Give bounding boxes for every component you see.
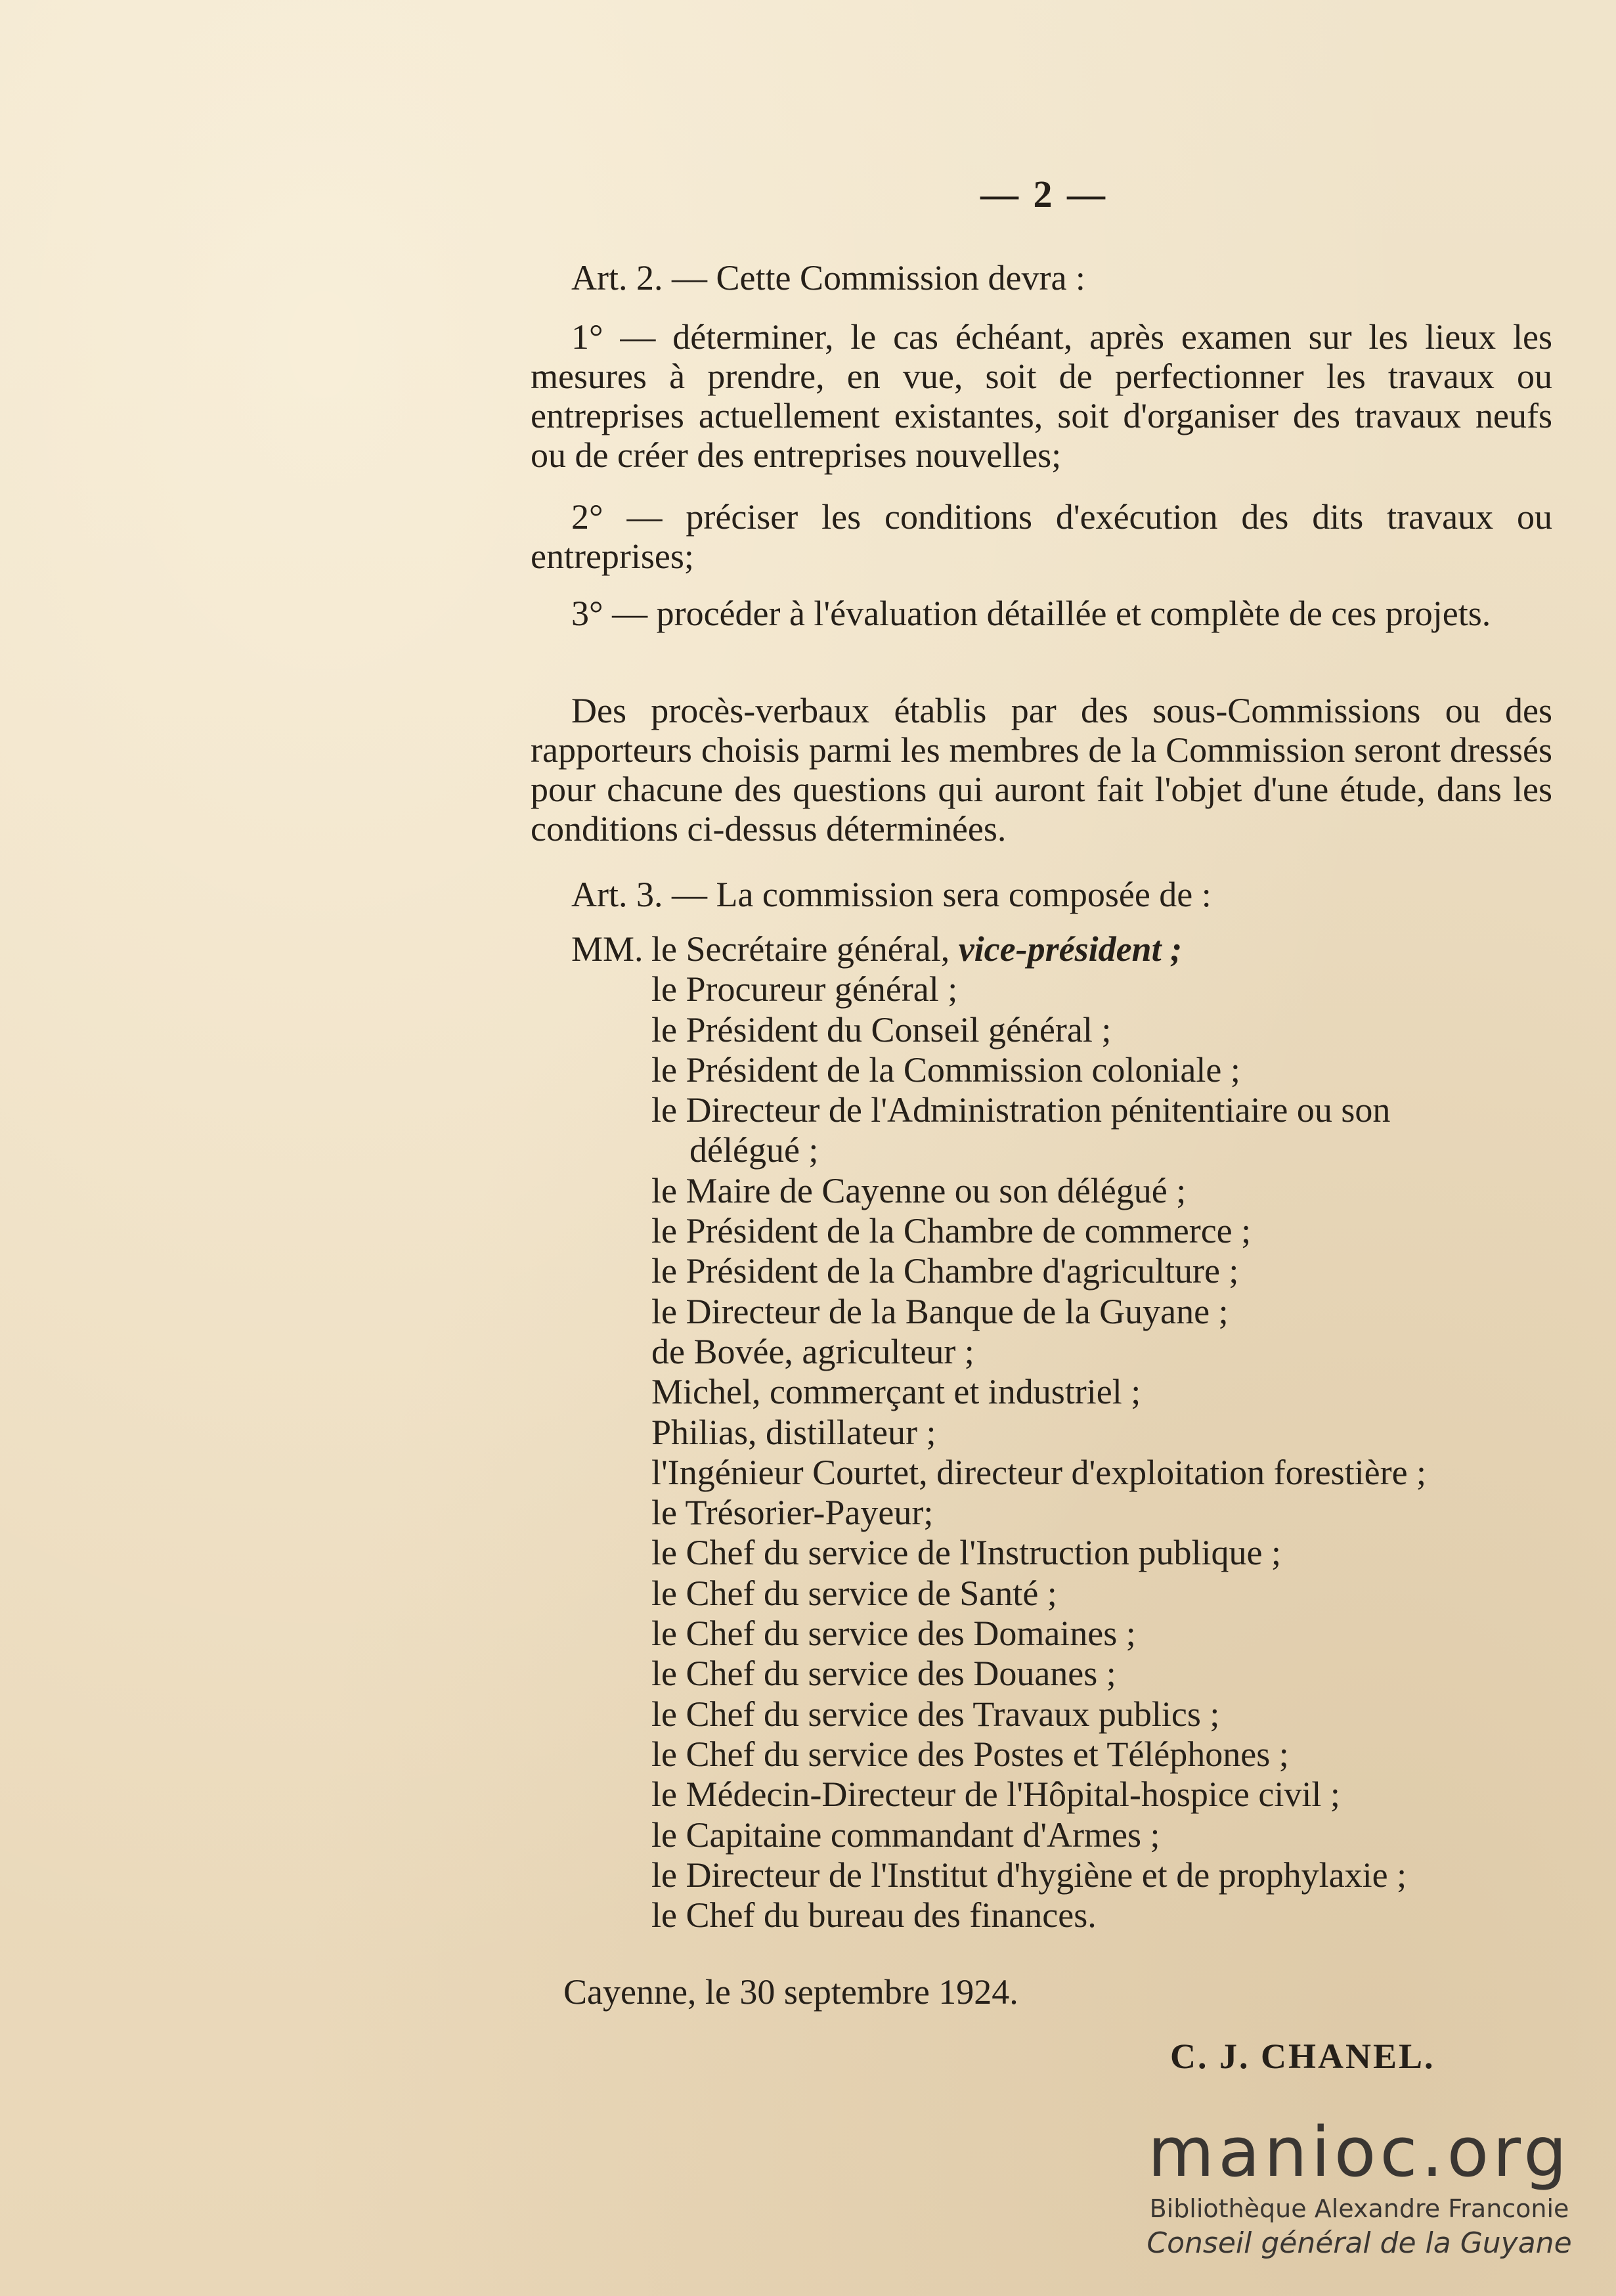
manioc-logo: manioc.org xyxy=(1147,2112,1571,2192)
member-line-0 xyxy=(571,929,1426,969)
member-line-1: le Procureur général ; xyxy=(651,969,958,1009)
art2-item-2: 2° — préciser les conditions d'exécution des dits travaux ou entreprises; xyxy=(531,497,1552,576)
member-line-9: le Directeur de la Banque de la Guyane ; xyxy=(651,1291,1229,1331)
member-line-12: Philias, distillateur ; xyxy=(651,1412,936,1452)
member-line-10: de Bovée, agriculteur ; xyxy=(651,1331,974,1371)
member-line-20: le Chef du service des Postes et Téléphones ; xyxy=(651,1734,1289,1774)
member-line-6: le Maire de Cayenne ou son délégué ; xyxy=(651,1170,1187,1210)
member-line-5: délégué ; xyxy=(689,1130,819,1170)
member-line-8: le Président de la Chambre d'agriculture ; xyxy=(651,1251,1239,1291)
manioc-watermark xyxy=(1136,2112,1583,2262)
page-number: — 2 — xyxy=(980,173,1108,215)
member-line-23: le Directeur de l'Institut d'hygiène et de prophylaxie ; xyxy=(651,1855,1407,1895)
art2-item-1: 1° — déterminer, le cas échéant, après examen sur les lieux les mesures à prendre, en vue, soit de perfectionner les travaux ou entreprises actuellement existantes, soit d'organiser des travaux neufs ou de créer des entreprises nouvelles; xyxy=(531,317,1552,475)
place-and-date: Cayenne, le 30 septembre 1924. xyxy=(563,1972,1018,2012)
member-line-11: Michel, commerçant et industriel ; xyxy=(651,1372,1141,1412)
member-line-7: le Président de la Chambre de commerce ; xyxy=(651,1211,1252,1251)
member-line-22: le Capitaine commandant d'Armes ; xyxy=(651,1815,1160,1855)
member-line-17: le Chef du service des Domaines ; xyxy=(651,1614,1136,1654)
member-role: vice-président ; xyxy=(958,929,1183,969)
member-line-24: le Chef du bureau des finances. xyxy=(651,1895,1097,1935)
member-line-18: le Chef du service des Douanes ; xyxy=(651,1654,1116,1694)
commission-members-list xyxy=(571,929,1426,1935)
member-line-16: le Chef du service de Santé ; xyxy=(651,1573,1057,1613)
member-secretaire: le Secrétaire général, xyxy=(651,929,959,969)
art2-heading: Art. 2. — Cette Commission devra : xyxy=(571,258,1085,298)
member-line-19: le Chef du service des Travaux publics ; xyxy=(651,1694,1220,1734)
member-line-13: l'Ingénieur Courtet, directeur d'exploitation forestière ; xyxy=(651,1452,1427,1492)
member-line-15: le Chef du service de l'Instruction publique ; xyxy=(651,1533,1281,1573)
art2-item-3: 3° — procéder à l'évaluation détaillée et complète de ces projets. xyxy=(571,594,1491,633)
member-line-3: le Président de la Commission coloniale ; xyxy=(651,1049,1240,1090)
member-line-2: le Président du Conseil général ; xyxy=(651,1009,1112,1049)
mm-lead: MM. xyxy=(571,929,644,969)
watermark-library: Bibliothèque Alexandre Franconie xyxy=(1149,2194,1569,2223)
art3-heading: Art. 3. — La commission sera composée de : xyxy=(571,875,1212,914)
member-line-21: le Médecin-Directeur de l'Hôpital-hospice civil ; xyxy=(651,1775,1340,1815)
member-line-14: le Trésorier-Payeur; xyxy=(651,1493,934,1533)
watermark-council: Conseil général de la Guyane xyxy=(1146,2226,1572,2260)
signature: C. J. CHANEL. xyxy=(1170,2037,1435,2076)
art2-paragraph: Des procès-verbaux établis par des sous-Commissions ou des rapporteurs choisis parmi les membres de la Commission seront dressés pour chacune des questions qui auront fait l'objet d'une étude, dans les conditions ci-dessus déterminées. xyxy=(531,691,1552,849)
member-line-4: le Directeur de l'Administration pénitentiaire ou son xyxy=(651,1090,1391,1130)
